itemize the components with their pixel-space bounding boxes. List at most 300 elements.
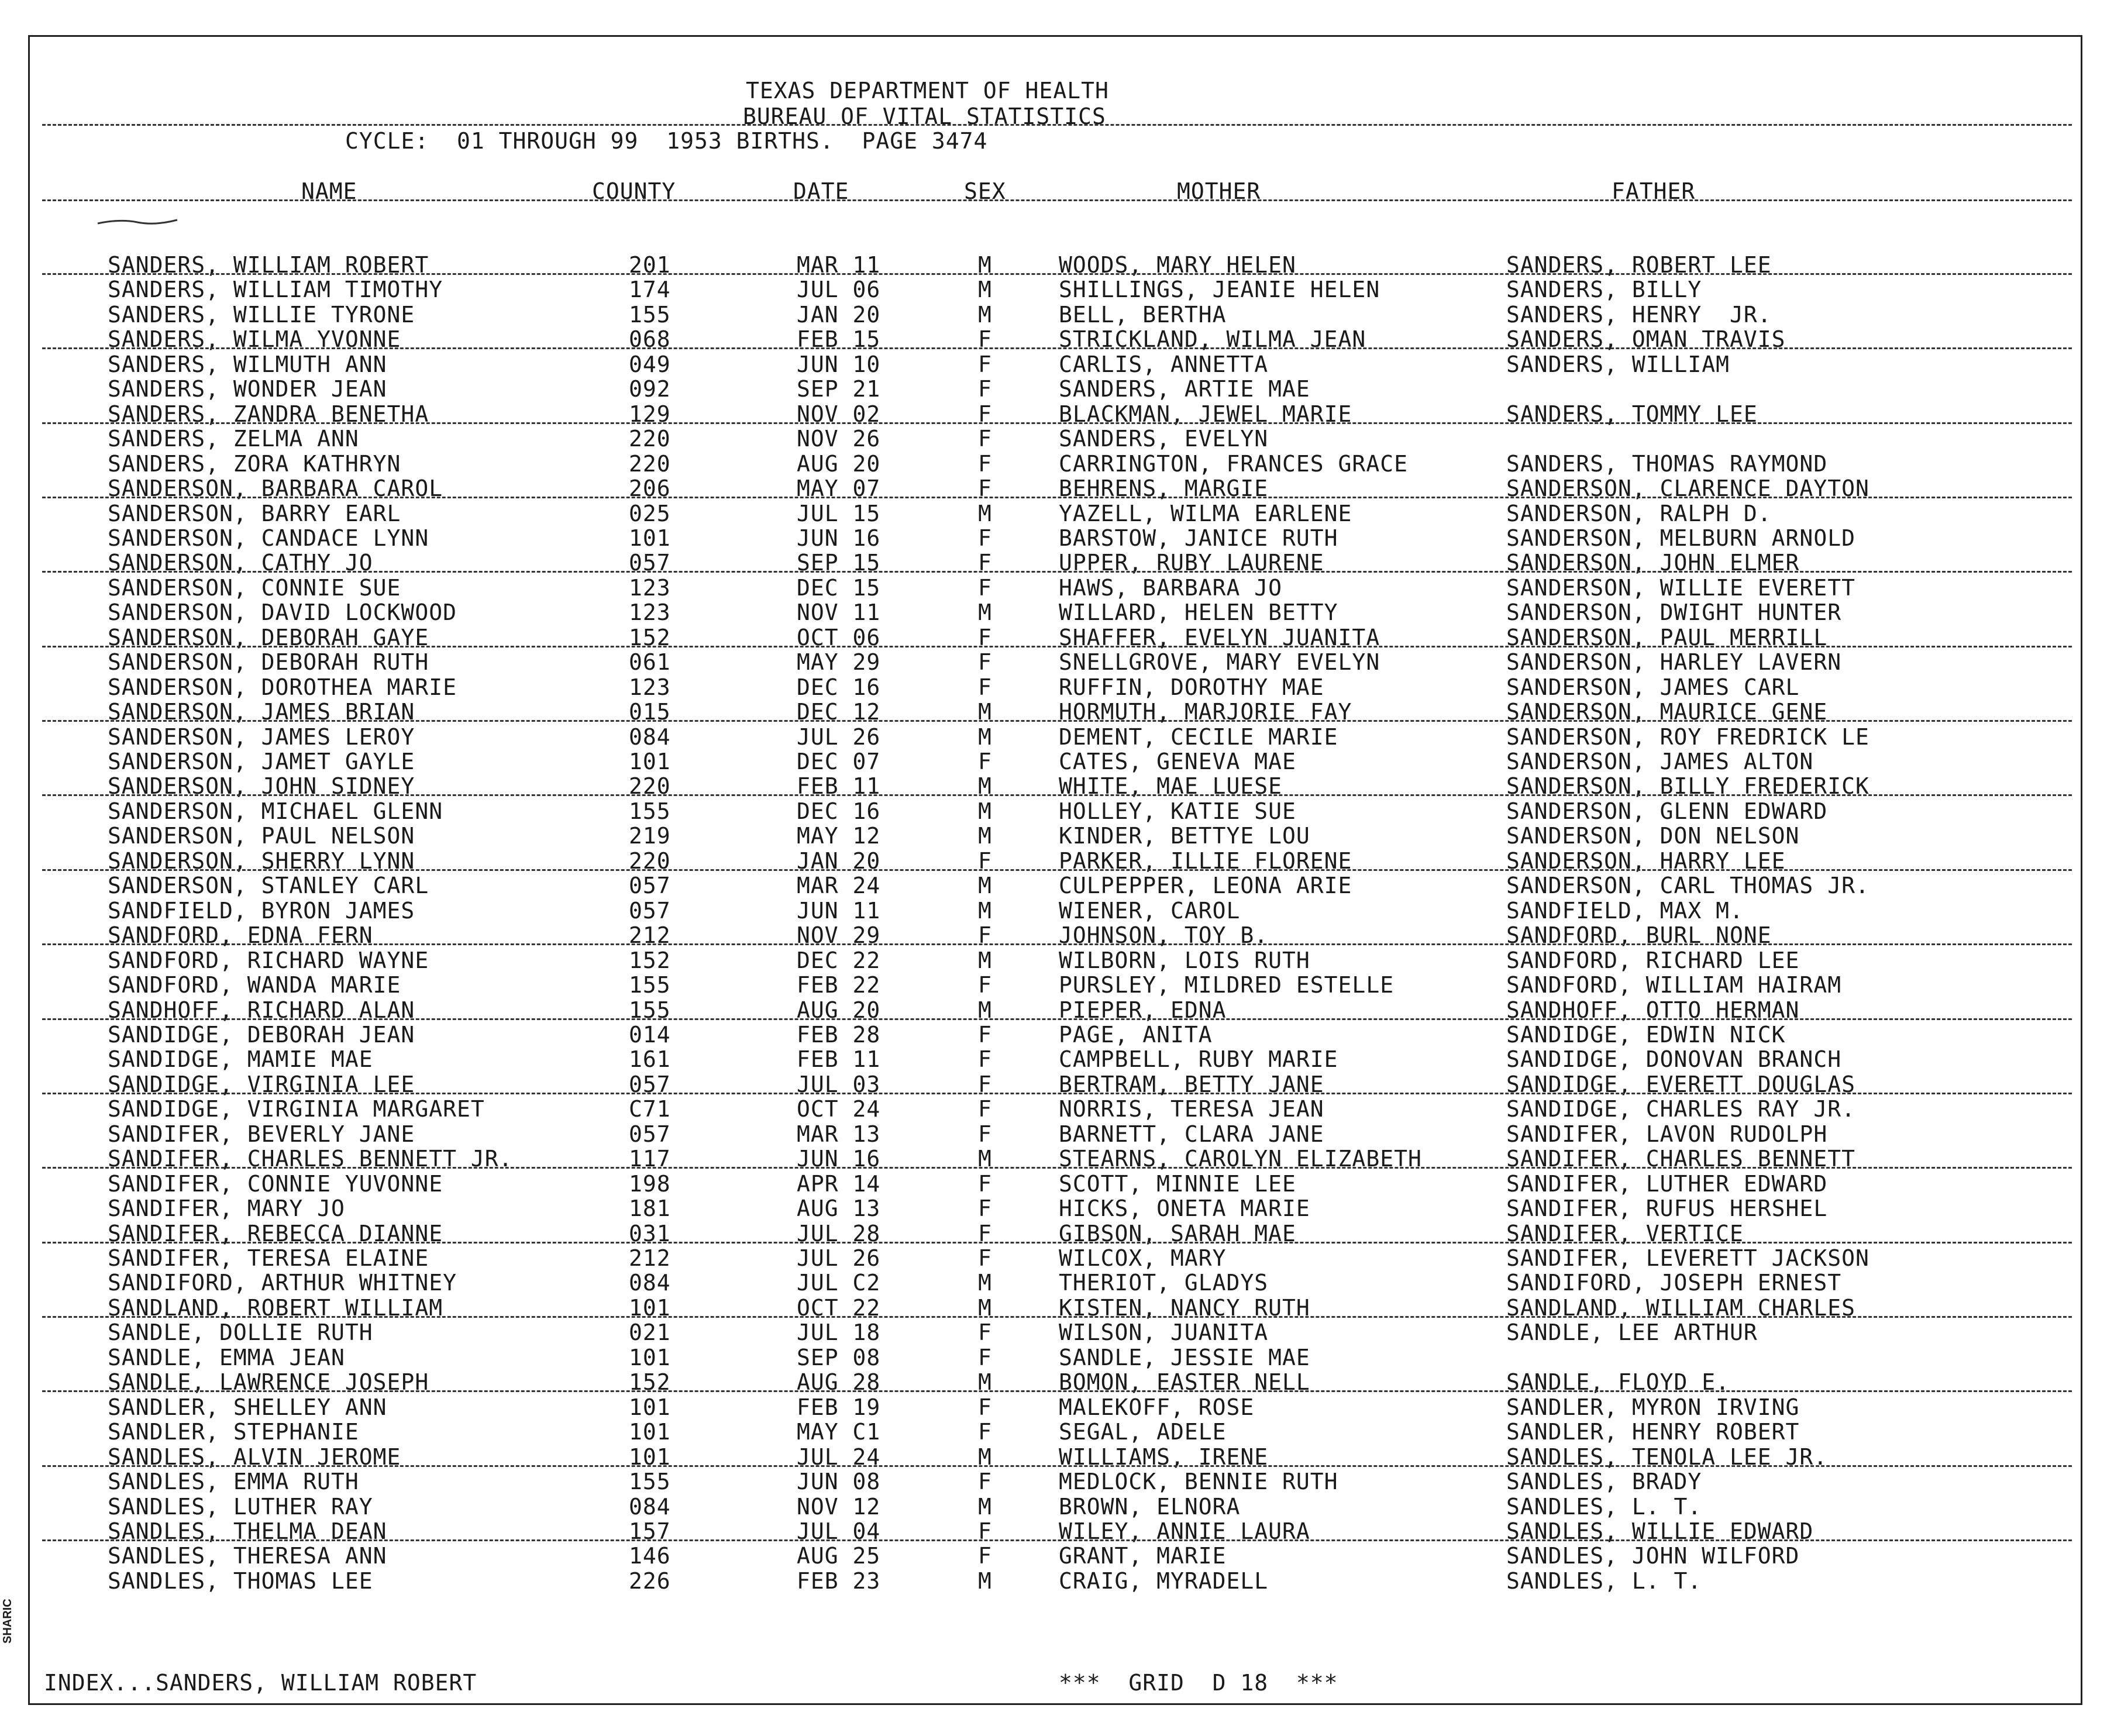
cell-date: JUN 10 (797, 352, 881, 377)
cell-county: 057 (629, 550, 671, 576)
row-rule (42, 794, 2072, 796)
cell-father: SANDLES, WILLIE EDWARD (1506, 1518, 1814, 1544)
pen-mark (97, 216, 178, 228)
cell-name: SANDIFER, CHARLES BENNETT JR. (108, 1146, 513, 1172)
cell-name: SANDERS, WILMA YVONNE (108, 326, 401, 352)
cell-father: SANDIDGE, CHARLES RAY JR. (1506, 1096, 1855, 1122)
cell-county: 226 (629, 1568, 671, 1594)
cell-county: 123 (629, 600, 671, 625)
cell-sex: M (978, 1444, 992, 1470)
cell-name: SANDLE, DOLLIE RUTH (108, 1320, 373, 1345)
cell-sex: F (978, 1022, 992, 1048)
footer-grid: *** GRID D 18 *** (1059, 1670, 1338, 1696)
cell-father: SANDIFER, LAVON RUDOLPH (1506, 1121, 1828, 1147)
cell-father: SANDERSON, JOHN ELMER (1506, 550, 1800, 576)
cell-date: APR 14 (797, 1171, 881, 1197)
cell-name: SANDERS, WONDER JEAN (108, 376, 387, 402)
cell-mother: WILCOX, MARY (1059, 1245, 1227, 1271)
cell-mother: SEGAL, ADELE (1059, 1419, 1227, 1445)
cell-sex: M (978, 724, 992, 750)
cell-date: JUN 11 (797, 898, 881, 924)
cell-county: 061 (629, 649, 671, 675)
cell-mother: WILLIAMS, IRENE (1059, 1444, 1269, 1470)
cell-sex: M (978, 1494, 992, 1520)
col-header-county: COUNTY (592, 178, 676, 204)
row-rule (42, 646, 2072, 647)
cell-father: SANDLES, L. T. (1506, 1494, 1702, 1520)
cell-date: MAR 24 (797, 873, 881, 898)
cell-sex: F (978, 674, 992, 700)
cell-date: MAY 12 (797, 823, 881, 849)
cell-sex: F (978, 451, 992, 477)
cell-mother: SHAFFER, EVELYN JUANITA (1059, 625, 1380, 650)
cell-county: 101 (629, 1295, 671, 1321)
cell-county: 014 (629, 1022, 671, 1048)
cell-mother: SCOTT, MINNIE LEE (1059, 1171, 1296, 1197)
cell-father: SANDERSON, JAMES ALTON (1506, 749, 1814, 774)
cell-county: 123 (629, 674, 671, 700)
cell-name: SANDIFER, MARY JO (108, 1196, 345, 1221)
row-rule (42, 422, 2072, 424)
cell-sex: M (978, 1146, 992, 1172)
cell-father: SANDERSON, GLENN EDWARD (1506, 798, 1828, 824)
cell-county: 084 (629, 724, 671, 750)
cell-father: SANDIFER, RUFUS HERSHEL (1506, 1196, 1828, 1221)
cell-mother: WILBORN, LOIS RUTH (1059, 948, 1310, 973)
cell-date: DEC 22 (797, 948, 881, 973)
cell-name: SANDIDGE, DEBORAH JEAN (108, 1022, 415, 1048)
cell-mother: CRAIG, MYRADELL (1059, 1568, 1269, 1594)
cell-name: SANDIDGE, VIRGINIA LEE (108, 1072, 415, 1097)
cell-county: 198 (629, 1171, 671, 1197)
cell-name: SANDERSON, BARRY EARL (108, 501, 401, 526)
cell-date: JUN 08 (797, 1469, 881, 1494)
cell-name: SANDIFORD, ARTHUR WHITNEY (108, 1270, 457, 1296)
col-header-name: NAME (301, 178, 357, 204)
cell-sex: F (978, 625, 992, 650)
cell-mother: CATES, GENEVA MAE (1059, 749, 1296, 774)
cell-name: SANDERSON, DOROTHEA MARIE (108, 674, 457, 700)
cell-date: AUG 28 (797, 1369, 881, 1395)
cell-name: SANDLER, STEPHANIE (108, 1419, 359, 1445)
cell-county: 157 (629, 1518, 671, 1544)
cell-sex: M (978, 302, 992, 328)
cell-name: SANDIFER, TERESA ELAINE (108, 1245, 429, 1271)
cell-father: SANDERSON, MELBURN ARNOLD (1506, 525, 1855, 551)
cell-father: SANDFIELD, MAX M. (1506, 898, 1744, 924)
cell-father: SANDIFER, CHARLES BENNETT (1506, 1146, 1855, 1172)
cell-father: SANDERS, OMAN TRAVIS (1506, 326, 1786, 352)
cell-mother: WILSON, JUANITA (1059, 1320, 1269, 1345)
cell-date: NOV 26 (797, 426, 881, 452)
cell-sex: F (978, 1419, 992, 1445)
cell-date: JUL 06 (797, 277, 881, 302)
cell-mother: WHITE, MAE LUESE (1059, 773, 1283, 799)
cell-father: SANDFORD, RICHARD LEE (1506, 948, 1800, 973)
cell-name: SANDLES, THELMA DEAN (108, 1518, 387, 1544)
cell-mother: DEMENT, CECILE MARIE (1059, 724, 1338, 750)
cell-name: SANDERSON, PAUL NELSON (108, 823, 415, 849)
cell-name: SANDLE, LAWRENCE JOSEPH (108, 1369, 429, 1395)
cell-county: 101 (629, 749, 671, 774)
cell-mother: WOODS, MARY HELEN (1059, 252, 1296, 278)
cell-county: 220 (629, 426, 671, 452)
col-header-sex: SEX (964, 178, 1006, 204)
cell-sex: M (978, 252, 992, 278)
cell-mother: KINDER, BETTYE LOU (1059, 823, 1310, 849)
cell-date: OCT 06 (797, 625, 881, 650)
cell-date: SEP 21 (797, 376, 881, 402)
cell-county: 084 (629, 1494, 671, 1520)
cell-name: SANDERSON, CANDACE LYNN (108, 525, 429, 551)
cell-date: DEC 12 (797, 699, 881, 725)
cell-sex: M (978, 948, 992, 973)
cell-date: JUL 15 (797, 501, 881, 526)
cell-sex: F (978, 1469, 992, 1494)
row-rule (42, 273, 2072, 275)
cell-date: JAN 20 (797, 302, 881, 328)
cell-father: SANDLER, HENRY ROBERT (1506, 1419, 1800, 1445)
cell-name: SANDERS, ZANDRA BENETHA (108, 401, 429, 427)
cell-county: 057 (629, 1072, 671, 1097)
cell-sex: F (978, 1394, 992, 1420)
cell-sex: F (978, 326, 992, 352)
cell-name: SANDERSON, JOHN SIDNEY (108, 773, 415, 799)
cell-name: SANDERS, WILLIAM TIMOTHY (108, 277, 443, 302)
cell-date: JUL 18 (797, 1320, 881, 1345)
cell-sex: M (978, 1270, 992, 1296)
cell-mother: WIENER, CAROL (1059, 898, 1241, 924)
cell-date: FEB 11 (797, 1046, 881, 1072)
cell-father: SANDERS, THOMAS RAYMOND (1506, 451, 1828, 477)
cell-name: SANDFORD, EDNA FERN (108, 922, 373, 948)
cell-mother: PURSLEY, MILDRED ESTELLE (1059, 972, 1395, 998)
cell-sex: F (978, 525, 992, 551)
cell-mother: BEHRENS, MARGIE (1059, 476, 1269, 501)
cell-sex: M (978, 1295, 992, 1321)
cell-sex: M (978, 823, 992, 849)
cell-mother: BROWN, ELNORA (1059, 1494, 1241, 1520)
cell-county: 152 (629, 1369, 671, 1395)
cell-date: FEB 22 (797, 972, 881, 998)
cell-name: SANDERSON, CATHY JO (108, 550, 373, 576)
cell-sex: M (978, 773, 992, 799)
cell-father: SANDLES, JOHN WILFORD (1506, 1543, 1800, 1569)
cell-sex: F (978, 550, 992, 576)
cell-father: SANDERS, TOMMY LEE (1506, 401, 1758, 427)
cell-sex: F (978, 401, 992, 427)
cell-mother: THERIOT, GLADYS (1059, 1270, 1269, 1296)
cell-name: SANDERS, WILLIAM ROBERT (108, 252, 429, 278)
cell-date: FEB 15 (797, 326, 881, 352)
cell-mother: HOLLEY, KATIE SUE (1059, 798, 1296, 824)
row-rule (42, 1093, 2072, 1094)
cell-date: JAN 20 (797, 848, 881, 874)
cell-father: SANDERSON, ROY FREDRICK LE (1506, 724, 1869, 750)
cell-name: SANDIFER, REBECCA DIANNE (108, 1221, 443, 1246)
cell-father: SANDIDGE, EVERETT DOUGLAS (1506, 1072, 1855, 1097)
cell-mother: CULPEPPER, LEONA ARIE (1059, 873, 1352, 898)
footer-index: INDEX...SANDERS, WILLIAM ROBERT (44, 1670, 477, 1696)
col-header-date: DATE (793, 178, 849, 204)
cell-sex: M (978, 997, 992, 1023)
cell-date: JUN 16 (797, 1146, 881, 1172)
cell-father: SANDERSON, CARL THOMAS JR. (1506, 873, 1869, 898)
cell-county: 206 (629, 476, 671, 501)
cell-date: MAR 13 (797, 1121, 881, 1147)
cell-sex: M (978, 898, 992, 924)
cell-county: 152 (629, 948, 671, 973)
row-rule (42, 869, 2072, 871)
cell-name: SANDERS, WILLIE TYRONE (108, 302, 415, 328)
cell-county: 084 (629, 1270, 671, 1296)
cell-name: SANDERS, ZELMA ANN (108, 426, 359, 452)
cell-father: SANDLES, TENOLA LEE JR. (1506, 1444, 1828, 1470)
cell-name: SANDLER, SHELLEY ANN (108, 1394, 387, 1420)
cell-father: SANDERS, ROBERT LEE (1506, 252, 1772, 278)
row-rule (42, 571, 2072, 573)
cell-date: JUL C2 (797, 1270, 881, 1296)
cell-mother: BERTRAM, BETTY JANE (1059, 1072, 1324, 1097)
cell-mother: SANDLE, JESSIE MAE (1059, 1345, 1310, 1370)
cell-sex: F (978, 476, 992, 501)
cell-county: 152 (629, 625, 671, 650)
cell-date: NOV 29 (797, 922, 881, 948)
cell-father: SANDLAND, WILLIAM CHARLES (1506, 1295, 1855, 1321)
cell-father: SANDIFER, VERTICE (1506, 1221, 1744, 1246)
cell-county: 123 (629, 575, 671, 601)
cell-sex: M (978, 798, 992, 824)
cell-county: 181 (629, 1196, 671, 1221)
cell-county: 101 (629, 1419, 671, 1445)
cell-sex: M (978, 600, 992, 625)
cell-mother: MALEKOFF, ROSE (1059, 1394, 1255, 1420)
cell-father: SANDIFER, LUTHER EDWARD (1506, 1171, 1828, 1197)
cell-mother: YAZELL, WILMA EARLENE (1059, 501, 1352, 526)
cell-mother: STRICKLAND, WILMA JEAN (1059, 326, 1366, 352)
row-rule (42, 497, 2072, 498)
cell-date: JUL 24 (797, 1444, 881, 1470)
cell-mother: PIEPER, EDNA (1059, 997, 1227, 1023)
cell-sex: F (978, 1518, 992, 1544)
cell-name: SANDERSON, DEBORAH GAYE (108, 625, 429, 650)
cell-county: 155 (629, 997, 671, 1023)
header-rule (42, 124, 2072, 126)
cell-sex: F (978, 1121, 992, 1147)
cell-county: 129 (629, 401, 671, 427)
cell-county: 021 (629, 1320, 671, 1345)
col-header-mother: MOTHER (1177, 178, 1261, 204)
cell-county: 146 (629, 1543, 671, 1569)
cell-county: 220 (629, 451, 671, 477)
cell-county: 101 (629, 1345, 671, 1370)
cell-date: DEC 07 (797, 749, 881, 774)
cell-father: SANDERSON, CLARENCE DAYTON (1506, 476, 1869, 501)
cell-date: NOV 02 (797, 401, 881, 427)
cell-sex: F (978, 1072, 992, 1097)
cell-name: SANDLE, EMMA JEAN (108, 1345, 345, 1370)
cell-name: SANDERSON, STANLEY CARL (108, 873, 429, 898)
cell-date: FEB 28 (797, 1022, 881, 1048)
cell-date: JUL 03 (797, 1072, 881, 1097)
cell-name: SANDERSON, CONNIE SUE (108, 575, 401, 601)
cell-name: SANDLAND, ROBERT WILLIAM (108, 1295, 443, 1321)
row-rule (42, 1018, 2072, 1020)
cell-county: 068 (629, 326, 671, 352)
cell-mother: WILEY, ANNIE LAURA (1059, 1518, 1310, 1544)
cell-name: SANDERSON, DAVID LOCKWOOD (108, 600, 457, 625)
cell-date: AUG 20 (797, 997, 881, 1023)
cell-date: NOV 11 (797, 600, 881, 625)
cell-sex: M (978, 873, 992, 898)
row-rule (42, 1167, 2072, 1169)
cell-sex: M (978, 501, 992, 526)
cycle-line: CYCLE: 01 THROUGH 99 1953 BIRTHS. PAGE 3474 (345, 128, 988, 154)
cell-father: SANDIDGE, DONOVAN BRANCH (1506, 1046, 1842, 1072)
cell-father: SANDLES, BRADY (1506, 1469, 1702, 1494)
cell-name: SANDLES, ALVIN JEROME (108, 1444, 401, 1470)
cell-father: SANDERSON, PAUL MERRILL (1506, 625, 1828, 650)
cell-date: OCT 24 (797, 1096, 881, 1122)
cell-date: FEB 11 (797, 773, 881, 799)
cell-name: SANDLES, LUTHER RAY (108, 1494, 373, 1520)
row-rule (42, 1390, 2072, 1392)
cell-name: SANDLES, THOMAS LEE (108, 1568, 373, 1594)
cell-name: SANDERSON, SHERRY LYNN (108, 848, 415, 874)
cell-county: 101 (629, 1444, 671, 1470)
cell-name: SANDFIELD, BYRON JAMES (108, 898, 415, 924)
cell-sex: F (978, 1543, 992, 1569)
cell-father: SANDERS, HENRY JR. (1506, 302, 1772, 328)
cell-father: SANDFORD, BURL NONE (1506, 922, 1772, 948)
cell-sex: F (978, 1221, 992, 1246)
cell-county: 155 (629, 798, 671, 824)
cell-mother: PAGE, ANITA (1059, 1022, 1213, 1048)
cell-date: DEC 16 (797, 798, 881, 824)
cell-name: SANDIDGE, VIRGINIA MARGARET (108, 1096, 485, 1122)
cell-date: DEC 16 (797, 674, 881, 700)
cell-sex: F (978, 848, 992, 874)
cell-mother: BELL, BERTHA (1059, 302, 1227, 328)
cell-date: JUN 16 (797, 525, 881, 551)
cell-county: 015 (629, 699, 671, 725)
cell-mother: CAMPBELL, RUBY MARIE (1059, 1046, 1338, 1072)
cell-sex: F (978, 1096, 992, 1122)
cell-name: SANDIDGE, MAMIE MAE (108, 1046, 373, 1072)
cell-sex: F (978, 649, 992, 675)
cell-name: SANDIFER, BEVERLY JANE (108, 1121, 415, 1147)
cell-date: AUG 13 (797, 1196, 881, 1221)
row-rule (42, 720, 2072, 722)
cell-county: 101 (629, 525, 671, 551)
cell-sex: F (978, 1171, 992, 1197)
cell-father: SANDERSON, WILLIE EVERETT (1506, 575, 1855, 601)
cell-sex: M (978, 277, 992, 302)
cell-name: SANDFORD, WANDA MARIE (108, 972, 401, 998)
cell-county: 049 (629, 352, 671, 377)
cell-sex: F (978, 575, 992, 601)
cell-mother: JOHNSON, TOY B. (1059, 922, 1269, 948)
cell-name: SANDHOFF, RICHARD ALAN (108, 997, 415, 1023)
cell-father: SANDERS, WILLIAM (1506, 352, 1730, 377)
cell-date: SEP 08 (797, 1345, 881, 1370)
cell-mother: MEDLOCK, BENNIE RUTH (1059, 1469, 1338, 1494)
cell-date: MAR 11 (797, 252, 881, 278)
cell-date: OCT 22 (797, 1295, 881, 1321)
cell-county: 155 (629, 1469, 671, 1494)
cell-date: AUG 25 (797, 1543, 881, 1569)
cell-father: SANDFORD, WILLIAM HAIRAM (1506, 972, 1842, 998)
cell-mother: RUFFIN, DOROTHY MAE (1059, 674, 1324, 700)
side-label: SHARIC (1, 1599, 14, 1644)
cell-sex: F (978, 922, 992, 948)
cell-mother: BOMON, EASTER NELL (1059, 1369, 1310, 1395)
cell-county: 212 (629, 922, 671, 948)
cell-county: 219 (629, 823, 671, 849)
cell-mother: PARKER, ILLIE FLORENE (1059, 848, 1352, 874)
cell-county: 025 (629, 501, 671, 526)
row-rule (42, 943, 2072, 945)
row-rule (42, 1316, 2072, 1318)
cell-sex: F (978, 1320, 992, 1345)
cell-father: SANDLES, L. T. (1506, 1568, 1702, 1594)
cell-father: SANDERSON, DWIGHT HUNTER (1506, 600, 1842, 625)
cell-county: 161 (629, 1046, 671, 1072)
cell-mother: CARLIS, ANNETTA (1059, 352, 1269, 377)
cell-county: 174 (629, 277, 671, 302)
cell-date: JUL 26 (797, 1245, 881, 1271)
cell-mother: CARRINGTON, FRANCES GRACE (1059, 451, 1408, 477)
cell-name: SANDLES, THERESA ANN (108, 1543, 387, 1569)
cell-mother: SANDERS, EVELYN (1059, 426, 1269, 452)
cell-sex: F (978, 749, 992, 774)
header-subtitle: BUREAU OF VITAL STATISTICS (743, 104, 1106, 129)
cell-name: SANDERSON, DEBORAH RUTH (108, 649, 429, 675)
cell-father: SANDLE, FLOYD E. (1506, 1369, 1730, 1395)
cell-name: SANDERS, ZORA KATHRYN (108, 451, 401, 477)
row-rule (42, 1465, 2072, 1467)
cell-sex: F (978, 1245, 992, 1271)
cell-date: JUL 04 (797, 1518, 881, 1544)
cell-date: FEB 19 (797, 1394, 881, 1420)
cell-county: 057 (629, 1121, 671, 1147)
cell-county: C71 (629, 1096, 671, 1122)
cell-mother: WILLARD, HELEN BETTY (1059, 600, 1338, 625)
cell-mother: UPPER, RUBY LAURENE (1059, 550, 1324, 576)
cell-father: SANDLER, MYRON IRVING (1506, 1394, 1800, 1420)
cell-mother: SANDERS, ARTIE MAE (1059, 376, 1310, 402)
cell-date: FEB 23 (797, 1568, 881, 1594)
cell-sex: F (978, 1196, 992, 1221)
cell-father: SANDIFER, LEVERETT JACKSON (1506, 1245, 1869, 1271)
cell-mother: BARSTOW, JANICE RUTH (1059, 525, 1338, 551)
cell-name: SANDERSON, MICHAEL GLENN (108, 798, 443, 824)
cell-county: 220 (629, 773, 671, 799)
cell-county: 031 (629, 1221, 671, 1246)
cell-sex: M (978, 699, 992, 725)
cell-father: SANDERSON, JAMES CARL (1506, 674, 1800, 700)
cell-sex: F (978, 1345, 992, 1370)
cell-mother: STEARNS, CAROLYN ELIZABETH (1059, 1146, 1422, 1172)
cell-father: SANDERS, BILLY (1506, 277, 1702, 302)
cell-sex: F (978, 426, 992, 452)
cell-county: 057 (629, 898, 671, 924)
cell-mother: SHILLINGS, JEANIE HELEN (1059, 277, 1380, 302)
cell-date: JUL 26 (797, 724, 881, 750)
cell-date: JUL 28 (797, 1221, 881, 1246)
cell-county: 101 (629, 1394, 671, 1420)
cell-county: 057 (629, 873, 671, 898)
